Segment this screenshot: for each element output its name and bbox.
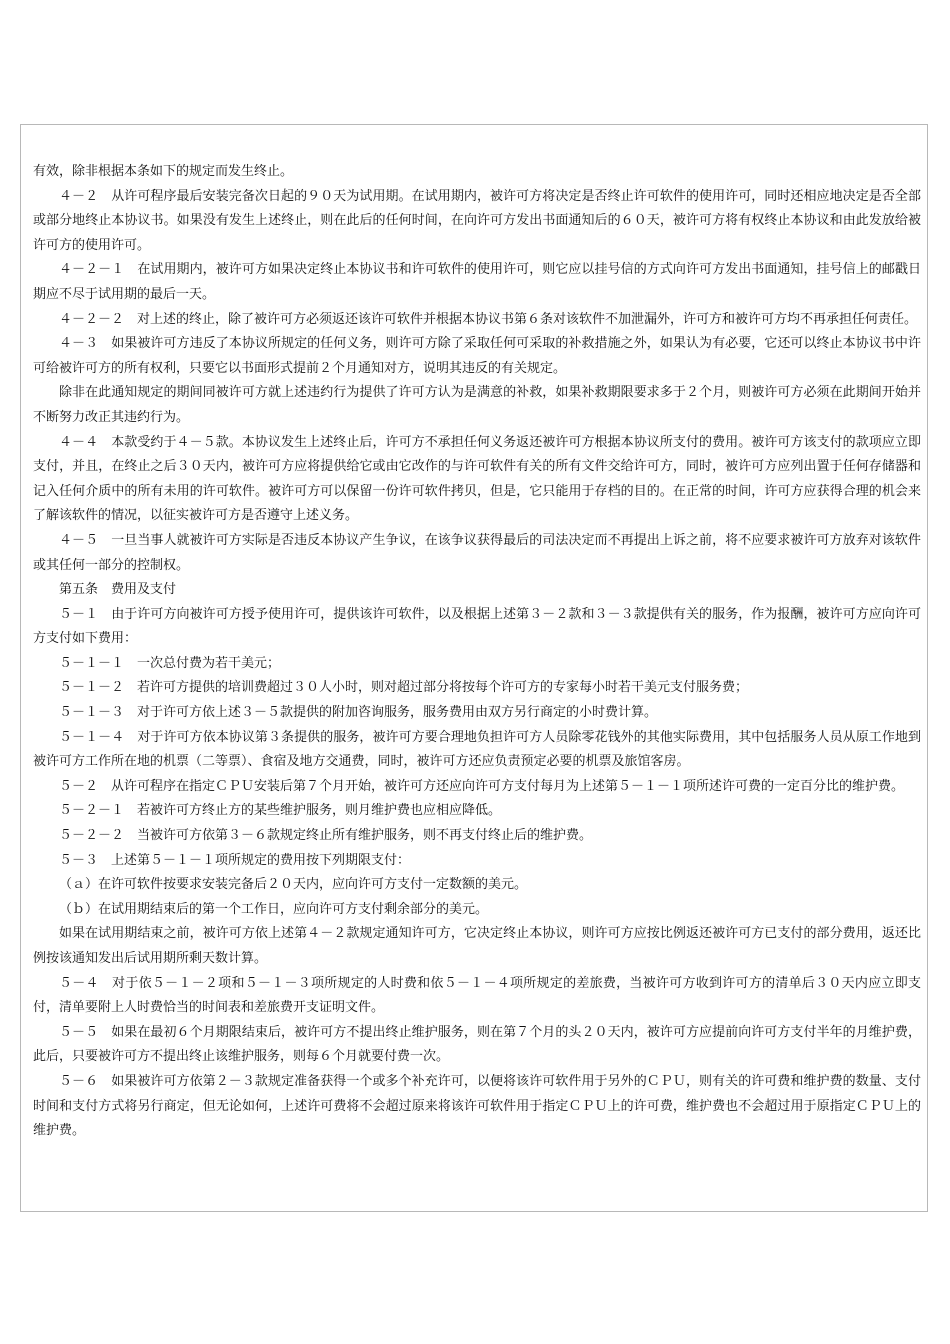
section-heading: 第五条 费用及支付 [59, 582, 177, 598]
list-item: （ｂ）在试用期结束后的第一个工作日，应向许可方支付剩余部分的美元。 [59, 901, 489, 917]
paragraph: ５－２ 从许可程序在指定ＣＰＵ安装后第７个月开始，被许可方还应向许可方支付每月为上述第５－１－１项所述许可费的一定百分比的维护费。 [59, 778, 905, 794]
paragraph: ５－２－２ 当被许可方依第３－６款规定终止所有维护服务，则不再支付终止后的维护费。 [59, 828, 593, 844]
paragraph: ４－４ 本款受约于４－５款。本协议发生上述终止后，许可方不承担任何义务返还被许可方根据本协议所支付的费用。被许可方该支付的款项应立即支付，并且，在终止之后３０天内，被许可方应将提供给它或由它改作的与许可软件有关的所有文件交给许可方，同时，被许可方应列出置于任何存储器和记入任何介质中的所有未用的许可软件。被许可方可以保留一份许可软件拷贝，但是，它只能用于存档的目的。在正常的时间，许可方应获得合理的机会来了解该软件的情况，以征实被许可方是否遵守上述义务。 [33, 434, 921, 524]
paragraph: ４－２ 从许可程序最后安装完备次日起的９０天为试用期。在试用期内，被许可方将决定是否终止许可软件的使用许可，同时还相应地决定是否全部或部分地终止本协议书。如果没有发生上述终止，则在此后的任何时间，在向许可方发出书面通知后的６０天，被许可方将有权终止本协议和由此发放给被许可方的使用许可。 [33, 188, 921, 253]
paragraph: ５－３ 上述第５－１－１项所规定的费用按下列期限支付： [59, 852, 411, 868]
list-item: （ａ）在许可软件按要求安装完备后２０天内，应向许可方支付一定数额的美元。 [59, 877, 528, 893]
paragraph: ４－２－１ 在试用期内，被许可方如果决定终止本协议书和许可软件的使用许可，则它应以挂号信的方式向许可方发出书面通知，挂号信上的邮戳日期应不尽于试用期的最后一天。 [33, 262, 921, 302]
paragraph: ４－２－２ 对上述的终止，除了被许可方必须返还该许可软件并根据本协议书第６条对该软件不加泄漏外，许可方和被许可方均不再承担任何责任。 [59, 311, 918, 327]
paragraph: ５－１－４ 对于许可方依本协议第３条提供的服务，被许可方要合理地负担许可方人员除零花钱外的其他实际费用，其中包括服务人员从原工作地到被许可方工作所在地的机票（二等票）、食宿及地方交通费，同时，被许可方还应负责预定必要的机票及旅馆客房。 [33, 729, 921, 770]
paragraph: ４－３ 如果被许可方违反了本协议所规定的任何义务，则许可方除了采取任何可采取的补救措施之外，如果认为有必要，它还可以终止本协议书中许可给被许可方的所有权利，只要它以书面形式提前２个月通知对方，说明其违反的有关规定。 [33, 336, 921, 376]
paragraph: ５－１－３ 对于许可方依上述３－５款提供的附加咨询服务，服务费用由双方另行商定的小时费计算。 [59, 705, 658, 721]
paragraph: ５－１ 由于许可方向被许可方授予使用许可，提供该许可软件，以及根据上述第３－２款和３－３款提供有关的服务，作为报酬，被许可方应向许可方支付如下费用： [33, 606, 921, 647]
paragraph: ５－２－１ 若被许可方终止方的某些维护服务，则月维护费也应相应降低。 [59, 803, 502, 819]
document-body [33, 160, 921, 1144]
paragraph: 除非在此通知规定的期间同被许可方就上述违约行为提供了许可方认为是满意的补救，如果补救期限要求多于２个月，则被许可方必须在此期间开始并不断努力改正其违约行为。 [33, 385, 921, 425]
paragraph: ４－５ 一旦当事人就被许可方实际是否违反本协议产生争议，在该争议获得最后的司法决定而不再提出上诉之前，将不应要求被许可方放弃对该软件或其任何一部分的控制权。 [33, 532, 921, 573]
paragraph: ５－１－１ 一次总付费为若干美元； [59, 655, 281, 671]
paragraph: ５－６ 如果被许可方依第２－３款规定准备获得一个或多个补充许可，以便将该许可软件用于另外的ＣＰＵ，则有关的许可费和维护费的数量、支付时间和支付方式将另行商定，但无论如何，上述许可费将不会超过原来将该许可软件用于指定ＣＰＵ上的许可费，维护费也不会超过用于原指定ＣＰＵ上的维护费。 [33, 1073, 921, 1139]
paragraph: ５－４ 对于依５－１－２项和５－１－３项所规定的人时费和依５－１－４项所规定的差旅费，当被许可方收到许可方的清单后３０天内应立即支付，清单要附上人时费恰当的时间表和差旅费开支证明文件。 [33, 975, 921, 1016]
paragraph: 有效，除非根据本条如下的规定而发生终止。 [33, 164, 294, 179]
paragraph: ５－５ 如果在最初６个月期限结束后，被许可方不提出终止维护服务，则在第７个月的头２０天内，被许可方应提前向许可方支付半年的月维护费，此后，只要被许可方不提出终止该维护服务，则每６个月就要付费一次。 [33, 1024, 921, 1065]
paragraph: 如果在试用期结束之前，被许可方依上述第４－２款规定通知许可方，它决定终止本协议，则许可方应按比例返还被许可方已支付的部分费用，返还比例按该通知发出后试用期所剩天数计算。 [33, 926, 921, 966]
paragraph: ５－１－２ 若许可方提供的培训费超过３０人小时，则对超过部分将按每个许可方的专家每小时若干美元支付服务费； [59, 680, 749, 696]
